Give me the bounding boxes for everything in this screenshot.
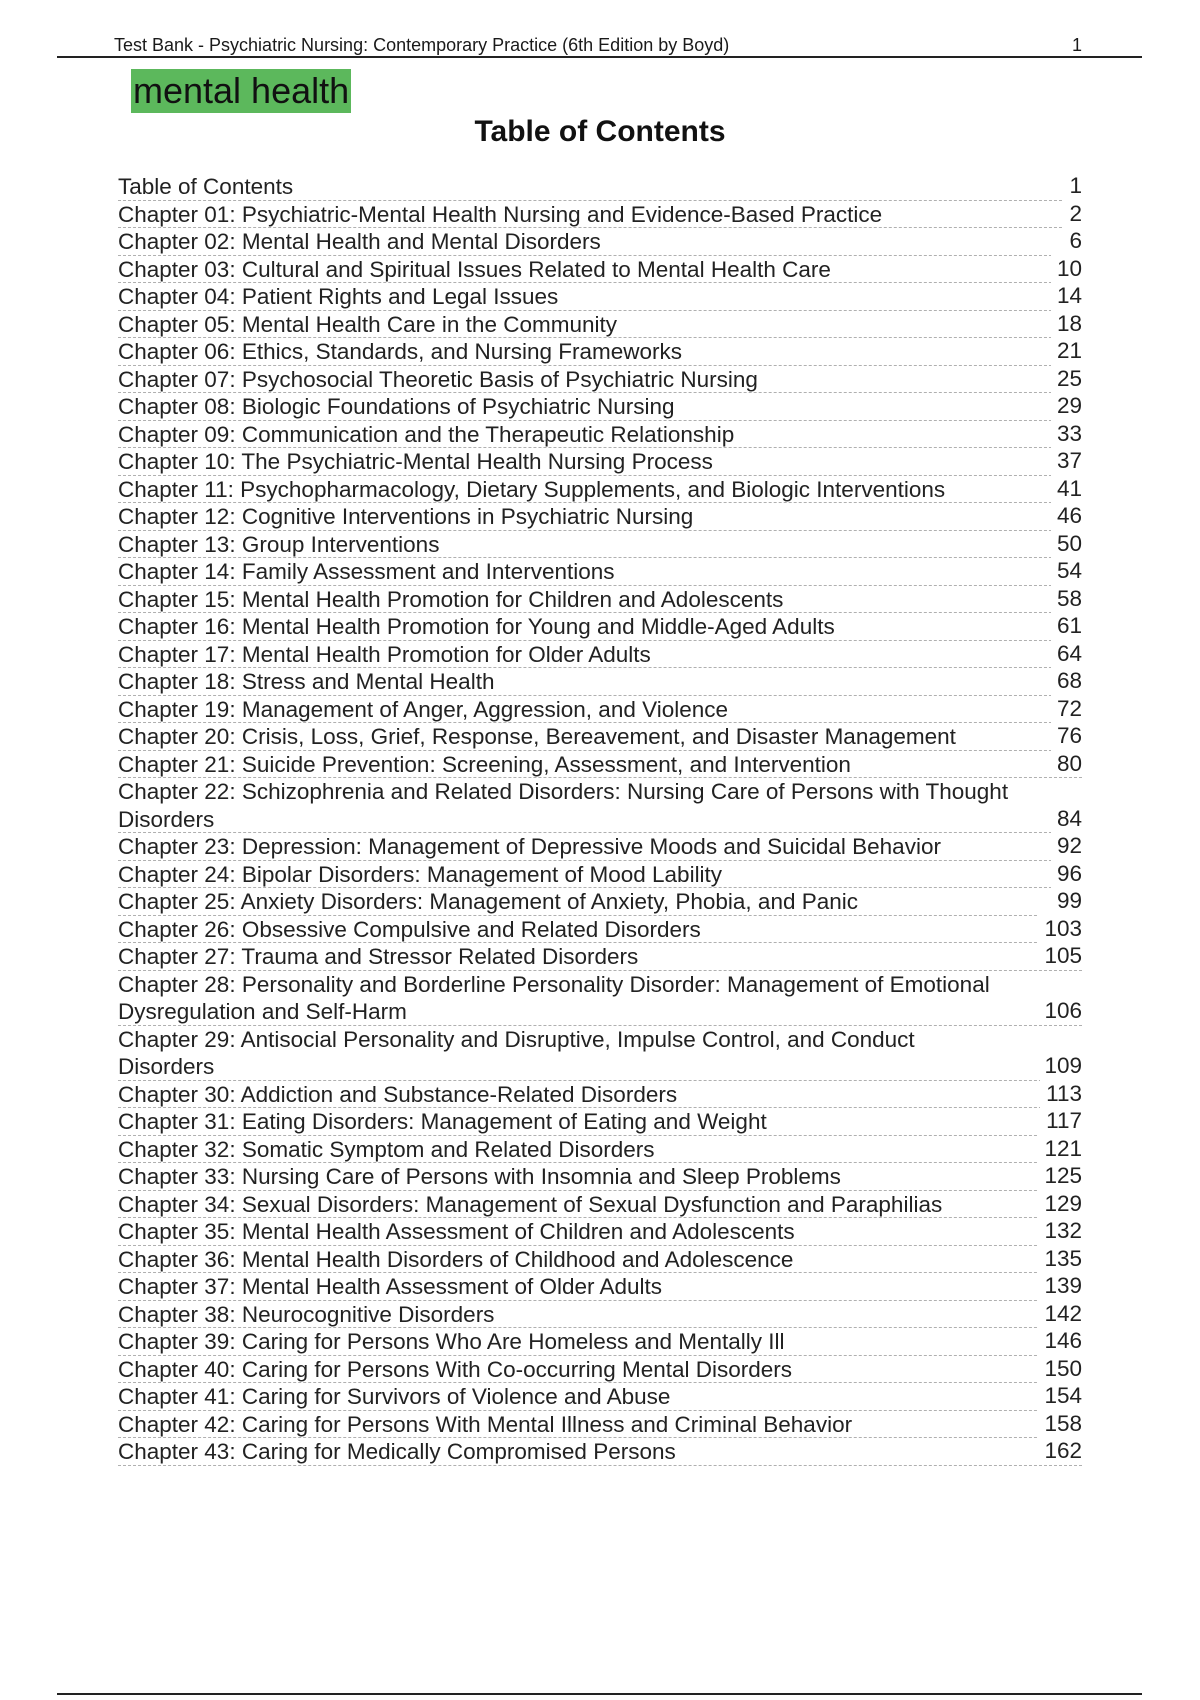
toc-entry-page-number: 2 — [1063, 200, 1082, 228]
toc-entry-label: Chapter 04: Patient Rights and Legal Issues — [118, 284, 559, 309]
toc-entry[interactable] — [118, 1383, 1082, 1411]
toc-entry-label: Chapter 22: Schizophrenia and Related Disorders: Nursing Care of Persons with Thought Disorders — [118, 779, 1009, 832]
toc-entry-page-number: 18 — [1051, 310, 1082, 338]
toc-entry[interactable] — [118, 1356, 1082, 1384]
toc-entry[interactable] — [118, 1301, 1082, 1329]
toc-entry-page-number: 117 — [1040, 1107, 1082, 1135]
toc-entry-page-number: 84 — [1051, 805, 1082, 833]
toc-entry-label: Chapter 34: Sexual Disorders: Management of Sexual Dysfunction and Paraphilias — [118, 1191, 943, 1217]
toc-entry[interactable] — [118, 943, 1082, 971]
toc-entry-label: Chapter 02: Mental Health and Mental Disorders — [118, 229, 601, 254]
toc-entry-label: Chapter 41: Caring for Survivors of Violence and Abuse — [118, 1384, 671, 1409]
toc-entry-page-number: 132 — [1038, 1217, 1082, 1245]
toc-entry[interactable] — [118, 1246, 1082, 1274]
header-page-number: 1 — [1071, 35, 1082, 55]
toc-entry-label: Chapter 30: Addiction and Substance-Related Disorders — [118, 1081, 678, 1107]
toc-entry-page-number: 29 — [1051, 392, 1082, 420]
toc-entry-page-number: 139 — [1038, 1272, 1082, 1300]
toc-entry-label: Chapter 24: Bipolar Disorders: Management of Mood Lability — [118, 861, 723, 887]
toc-entry[interactable] — [118, 393, 1082, 421]
toc-entry-label: Chapter 18: Stress and Mental Health — [118, 669, 495, 694]
toc-entry-label: Chapter 26: Obsessive Compulsive and Related Disorders — [118, 916, 701, 942]
toc-entry-label: Chapter 25: Anxiety Disorders: Management of Anxiety, Phobia, and Panic — [118, 889, 859, 914]
toc-entry-label: Chapter 29: Antisocial Personality and Disruptive, Impulse Control, and Conduct Disorders — [118, 1026, 915, 1079]
toc-entry[interactable] — [118, 751, 1082, 779]
toc-entry-label: Chapter 21: Suicide Prevention: Screening, Assessment, and Intervention — [118, 751, 851, 777]
toc-entry-page-number: 96 — [1051, 860, 1082, 888]
toc-entry-page-number: 92 — [1051, 832, 1082, 860]
toc-entry-label: Chapter 10: The Psychiatric-Mental Health Nursing Process — [118, 449, 713, 474]
toc-entry-label: Chapter 35: Mental Health Assessment of Children and Adolescents — [118, 1219, 795, 1244]
toc-entry[interactable] — [118, 778, 1082, 833]
toc-entry[interactable] — [118, 916, 1082, 944]
toc-entry[interactable] — [118, 1411, 1082, 1439]
toc-entry-page-number: 58 — [1051, 585, 1082, 613]
toc-entry-page-number: 99 — [1051, 887, 1082, 915]
toc-entry-page-number: 121 — [1038, 1135, 1082, 1163]
toc-entry-label: Chapter 37: Mental Health Assessment of Older Adults — [118, 1274, 663, 1299]
toc-entry-page-number: 76 — [1051, 722, 1082, 750]
toc-entry-label: Chapter 13: Group Interventions — [118, 531, 440, 557]
running-header — [57, 34, 1142, 58]
toc-entry[interactable] — [118, 668, 1082, 696]
toc-entry-page-number: 50 — [1051, 530, 1082, 558]
toc-entry-label: Chapter 20: Crisis, Loss, Grief, Response, Bereavement, and Disaster Management — [118, 724, 956, 749]
toc-entry-page-number: 14 — [1051, 282, 1082, 310]
toc-entry-page-number: 72 — [1051, 695, 1082, 723]
toc-entry-page-number: 68 — [1051, 667, 1082, 695]
toc-entry-label: Chapter 08: Biologic Foundations of Psychiatric Nursing — [118, 394, 675, 419]
toc-entry[interactable] — [118, 338, 1082, 366]
toc-entry-label: Chapter 31: Eating Disorders: Management of Eating and Weight — [118, 1109, 767, 1134]
toc-entry[interactable] — [118, 971, 1082, 1026]
toc-entry[interactable] — [118, 311, 1082, 339]
toc-entry-label: Chapter 40: Caring for Persons With Co-occurring Mental Disorders — [118, 1356, 793, 1382]
toc-entry-page-number: 150 — [1038, 1355, 1082, 1383]
toc-entry[interactable] — [118, 201, 1082, 229]
toc-entry-page-number: 46 — [1051, 502, 1082, 530]
toc-entry-page-number: 21 — [1051, 337, 1082, 365]
toc-entry-page-number: 129 — [1038, 1190, 1082, 1218]
toc-entry[interactable] — [118, 503, 1082, 531]
toc-entry[interactable] — [118, 558, 1082, 586]
toc-entry-page-number: 103 — [1038, 915, 1082, 943]
toc-entry[interactable] — [118, 228, 1082, 256]
toc-entry-label: Chapter 06: Ethics, Standards, and Nursing Frameworks — [118, 339, 683, 364]
toc-entry-page-number: 162 — [1038, 1437, 1082, 1465]
toc-entry[interactable] — [118, 476, 1082, 504]
toc-entry-label: Chapter 19: Management of Anger, Aggression, and Violence — [118, 696, 729, 722]
toc-entry-label: Chapter 43: Caring for Medically Compromised Persons — [118, 1439, 676, 1464]
toc-entry[interactable] — [118, 1273, 1082, 1301]
toc-entry-page-number: 113 — [1040, 1080, 1082, 1108]
toc-entry[interactable] — [118, 1438, 1082, 1466]
toc-entry-page-number: 142 — [1038, 1300, 1082, 1328]
toc-entry[interactable] — [118, 1136, 1082, 1164]
toc-entry-page-number: 125 — [1038, 1162, 1082, 1190]
toc-entry[interactable] — [118, 888, 1082, 916]
toc-entry-label: Chapter 17: Mental Health Promotion for Older Adults — [118, 641, 651, 667]
toc-entry[interactable] — [118, 531, 1082, 559]
toc-entry[interactable] — [118, 641, 1082, 669]
toc-entry[interactable] — [118, 1108, 1082, 1136]
toc-entry[interactable] — [118, 1328, 1082, 1356]
toc-entry[interactable] — [118, 833, 1082, 861]
toc-entry[interactable] — [118, 283, 1082, 311]
toc-entry-label: Chapter 11: Psychopharmacology, Dietary Supplements, and Biologic Interventions — [118, 476, 946, 502]
toc-entry-label: Chapter 36: Mental Health Disorders of Childhood and Adolescence — [118, 1246, 794, 1272]
toc-entry-label: Chapter 03: Cultural and Spiritual Issues Related to Mental Health Care — [118, 256, 831, 282]
toc-entry-label: Chapter 33: Nursing Care of Persons with Insomnia and Sleep Problems — [118, 1164, 841, 1189]
toc-entry[interactable] — [118, 366, 1082, 394]
toc-entry-label: Chapter 07: Psychosocial Theoretic Basis of Psychiatric Nursing — [118, 366, 758, 392]
toc-entry-page-number: 33 — [1051, 420, 1082, 448]
toc-entry[interactable] — [118, 723, 1082, 751]
toc-entry-label: Chapter 38: Neurocognitive Disorders — [118, 1301, 495, 1327]
toc-entry-page-number: 6 — [1063, 227, 1082, 255]
toc-entry-label: Chapter 09: Communication and the Therapeutic Relationship — [118, 421, 735, 447]
toc-entry[interactable] — [118, 173, 1082, 201]
toc-entry-label: Chapter 42: Caring for Persons With Mental Illness and Criminal Behavior — [118, 1411, 853, 1437]
toc-entry-label: Chapter 32: Somatic Symptom and Related Disorders — [118, 1136, 655, 1162]
toc-entry-page-number: 1 — [1063, 172, 1082, 200]
toc-entry-page-number: 135 — [1038, 1245, 1082, 1273]
toc-list — [118, 173, 1082, 1466]
toc-entry-page-number: 80 — [1051, 750, 1082, 778]
toc-entry-label: Chapter 12: Cognitive Interventions in Psychiatric Nursing — [118, 504, 694, 529]
toc-entry-page-number: 146 — [1038, 1327, 1082, 1355]
toc-entry-label: Chapter 16: Mental Health Promotion for Young and Middle-Aged Adults — [118, 614, 835, 639]
header-title: Test Bank - Psychiatric Nursing: Contemporary Practice (6th Edition by Boyd) — [114, 35, 730, 55]
toc-entry[interactable] — [118, 586, 1082, 614]
toc-heading: Table of Contents — [474, 115, 726, 148]
toc-entry[interactable] — [118, 256, 1082, 284]
highlighted-tag: mental health — [133, 70, 350, 111]
toc-entry[interactable] — [118, 696, 1082, 724]
toc-entry-label: Chapter 14: Family Assessment and Interventions — [118, 559, 615, 584]
toc-entry-page-number: 154 — [1038, 1382, 1082, 1410]
toc-entry[interactable] — [118, 1081, 1082, 1109]
toc-entry-label: Table of Contents — [118, 174, 294, 199]
toc-entry-page-number: 61 — [1051, 612, 1082, 640]
toc-entry-label: Chapter 23: Depression: Management of Depressive Moods and Suicidal Behavior — [118, 834, 941, 859]
toc-entry-page-number: 37 — [1051, 447, 1082, 475]
toc-entry-page-number: 109 — [1038, 1052, 1082, 1080]
toc-entry-page-number: 64 — [1051, 640, 1082, 668]
toc-entry-page-number: 54 — [1051, 557, 1082, 585]
toc-entry-page-number: 25 — [1051, 365, 1082, 393]
toc-entry-label: Chapter 27: Trauma and Stressor Related Disorders — [118, 944, 639, 969]
toc-entry-label: Chapter 39: Caring for Persons Who Are Homeless and Mentally Ill — [118, 1329, 785, 1354]
toc-entry[interactable] — [118, 1218, 1082, 1246]
toc-entry-page-number: 105 — [1038, 942, 1082, 970]
toc-entry[interactable] — [118, 1163, 1082, 1191]
toc-entry-page-number: 10 — [1051, 255, 1082, 283]
toc-entry[interactable] — [118, 421, 1082, 449]
toc-entry[interactable] — [118, 861, 1082, 889]
toc-entry[interactable] — [118, 448, 1082, 476]
footer-rule — [57, 1693, 1142, 1695]
toc-entry[interactable] — [118, 1191, 1082, 1219]
toc-entry[interactable] — [118, 613, 1082, 641]
toc-entry-label: Chapter 01: Psychiatric-Mental Health Nursing and Evidence-Based Practice — [118, 201, 883, 227]
toc-entry-page-number: 106 — [1038, 997, 1082, 1025]
toc-entry-label: Chapter 05: Mental Health Care in the Community — [118, 311, 617, 337]
toc-entry[interactable] — [118, 1026, 1082, 1081]
toc-entry-page-number: 41 — [1051, 475, 1082, 503]
toc-entry-label: Chapter 28: Personality and Borderline Personality Disorder: Management of Emotional Dysregulation and Self-Harm — [118, 971, 990, 1024]
toc-entry-page-number: 158 — [1038, 1410, 1082, 1438]
toc-entry-label: Chapter 15: Mental Health Promotion for Children and Adolescents — [118, 586, 784, 612]
